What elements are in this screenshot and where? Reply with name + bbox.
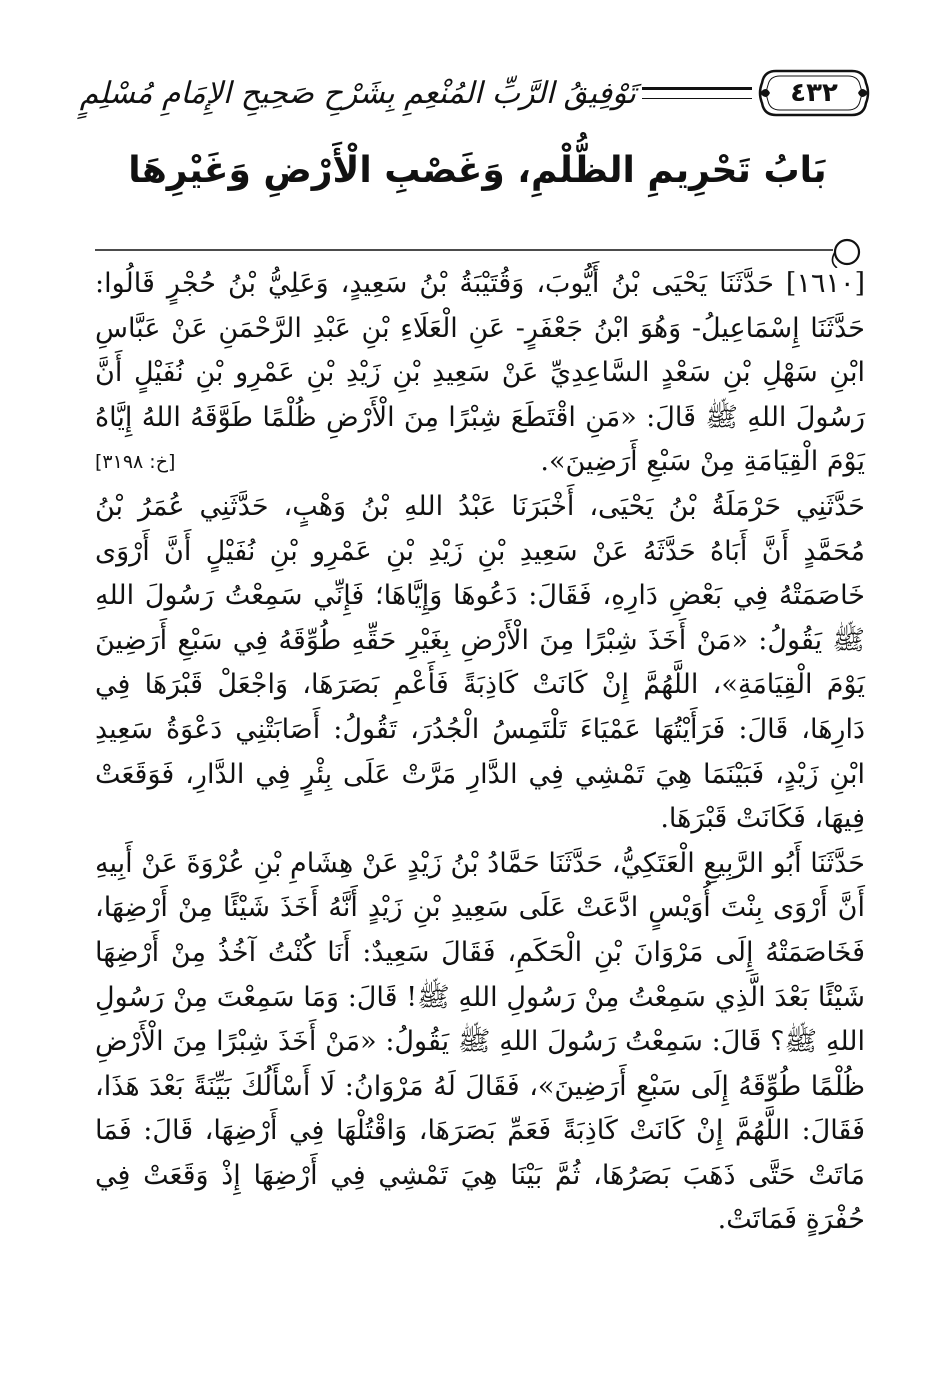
page-header [79, 52, 870, 134]
paragraph-text: حَدَّثَنِي حَرْمَلَةُ بْنُ يَحْيَى، أَخْبَرَنَا عَبْدُ اللهِ بْنُ وَهْبٍ، حَدَّثَنِي عُمَرُ بْنُ مُحَمَّدٍ أَنَّ أَبَاهُ حَدَّثَهُ عَنْ سَعِيدِ بْنِ زَيْدِ بْنِ عَمْرِو بْنِ نُفَيْلٍ أَنَّ أَرْوَى خَاصَمَتْهُ فِي بَعْضِ دَارِهِ، فَقَالَ: دَعُوهَا وَإِيَّاهَا؛ فَإِنِّي سَمِعْتُ رَسُولَ اللهِ ﷺ يَقُولُ: «مَنْ أَخَذَ شِبْرًا مِنَ الْأَرْضِ بِغَيْرِ حَقِّهِ طُوِّقَهُ فِي سَبْعِ أَرَضِينَ يَوْمَ الْقِيَامَةِ»، اللَّهُمَّ إِنْ كَانَتْ كَاذِبَةً فَأَعْمِ بَصَرَهَا، وَاجْعَلْ قَبْرَهَا فِي دَارِهَا، قَالَ: فَرَأَيْتُهَا عَمْيَاءَ تَلْتَمِسُ الْجُدُرَ، تَقُولُ: أَصَابَتْنِي دَعْوَةُ سَعِيدِ ابْنِ زَيْدٍ، فَبَيْنَمَا هِيَ تَمْشِي فِي الدَّارِ مَرَّتْ عَلَى بِئْرٍ فِي الدَّارِ، فَوَقَعَتْ فِيهَا، فَكَانَتْ قَبْرَهَا. [95, 490, 865, 835]
hadith-text [95, 262, 865, 1243]
source-reference: [خ: ٣١٩٨] [95, 451, 176, 474]
hadith-paragraph [95, 842, 865, 1243]
paragraph-text: [١٦١٠] حَدَّثَنَا يَحْيَى بْنُ أَيُّوبَ، وَقُتَيْبَةُ بْنُ سَعِيدٍ، وَعَلِيُّ بْنُ حُجْرٍ قَالُوا: حَدَّثَنَا إِسْمَاعِيلُ- وَهُوَ ابْنُ جَعْفَرٍ- عَنِ الْعَلَاءِ بْنِ عَبْدِ الرَّحْمَنِ عَنْ عَبَّاسِ ابْنِ سَهْلِ بْنِ سَعْدٍ السَّاعِدِيِّ عَنْ سَعِيدِ بْنِ زَيْدِ بْنِ عَمْرِو بْنِ نُفَيْلٍ أَنَّ رَسُولَ اللهِ ﷺ قَالَ: «مَنِ اقْتَطَعَ شِبْرًا مِنَ الْأَرْضِ ظُلْمًا طَوَّقَهُ اللهُ إِيَّاهُ يَوْمَ الْقِيَامَةِ مِنْ سَبْعِ أَرَضِينَ». [95, 268, 865, 478]
page-number-badge [758, 65, 870, 121]
header-rule [642, 87, 752, 99]
chapter-title: بَابُ تَحْرِيمِ الظُّلْمِ، وَغَصْبِ الْأَرْضِ وَغَيْرِهَا [128, 150, 827, 191]
page-number: ٤٣٢ [790, 78, 838, 108]
hadith-paragraph [95, 485, 865, 842]
paragraph-text: حَدَّثَنَا أَبُو الرَّبِيعِ الْعَتَكِيُّ، حَدَّثَنَا حَمَّادُ بْنُ زَيْدٍ عَنْ هِشَامِ بْنِ عُرْوَةَ عَنْ أَبِيهِ أَنَّ أَرْوَى بِنْتَ أُوَيْسٍ ادَّعَتْ عَلَى سَعِيدِ بْنِ زَيْدٍ أَنَّهُ أَخَذَ شَيْئًا مِنْ أَرْضِهَا، فَخَاصَمَتْهُ إِلَى مَرْوَانَ بْنِ الْحَكَمِ، فَقَالَ سَعِيدٌ: أَنَا كُنْتُ آخُذُ مِنْ أَرْضِهَا شَيْئًا بَعْدَ الَّذِي سَمِعْتُ مِنْ رَسُولِ اللهِ ﷺ! قَالَ: وَمَا سَمِعْتَ مِنْ رَسُولِ اللهِ ﷺ؟ قَالَ: سَمِعْتُ رَسُولَ اللهِ ﷺ يَقُولُ: «مَنْ أَخَذَ شِبْرًا مِنَ الْأَرْضِ ظُلْمًا طُوِّقَهُ إِلَى سَبْعِ أَرَضِينَ»، فَقَالَ لَهُ مَرْوَانُ: لَا أَسْأَلُكَ بَيِّنَةً بَعْدَ هَذَا، فَقَالَ: اللَّهُمَّ إِنْ كَانَتْ كَاذِبَةً فَعَمِّ بَصَرَهَا، وَاقْتُلْهَا فِي أَرْضِهَا، قَالَ: فَمَا مَاتَتْ حَتَّى ذَهَبَ بَصَرُهَا، ثُمَّ بَيْنَا هِيَ تَمْشِي فِي أَرْضِهَا إِذْ وَقَعَتْ فِي حُفْرَةٍ فَمَاتَتْ. [95, 847, 865, 1236]
book-title: تَوْفِيقُ الرَّبِّ المُنْعِمِ بِشَرْحِ صَحِيحِ الإِمَامِ مُسْلِمٍ [79, 75, 636, 111]
hadith-paragraph [95, 262, 865, 485]
